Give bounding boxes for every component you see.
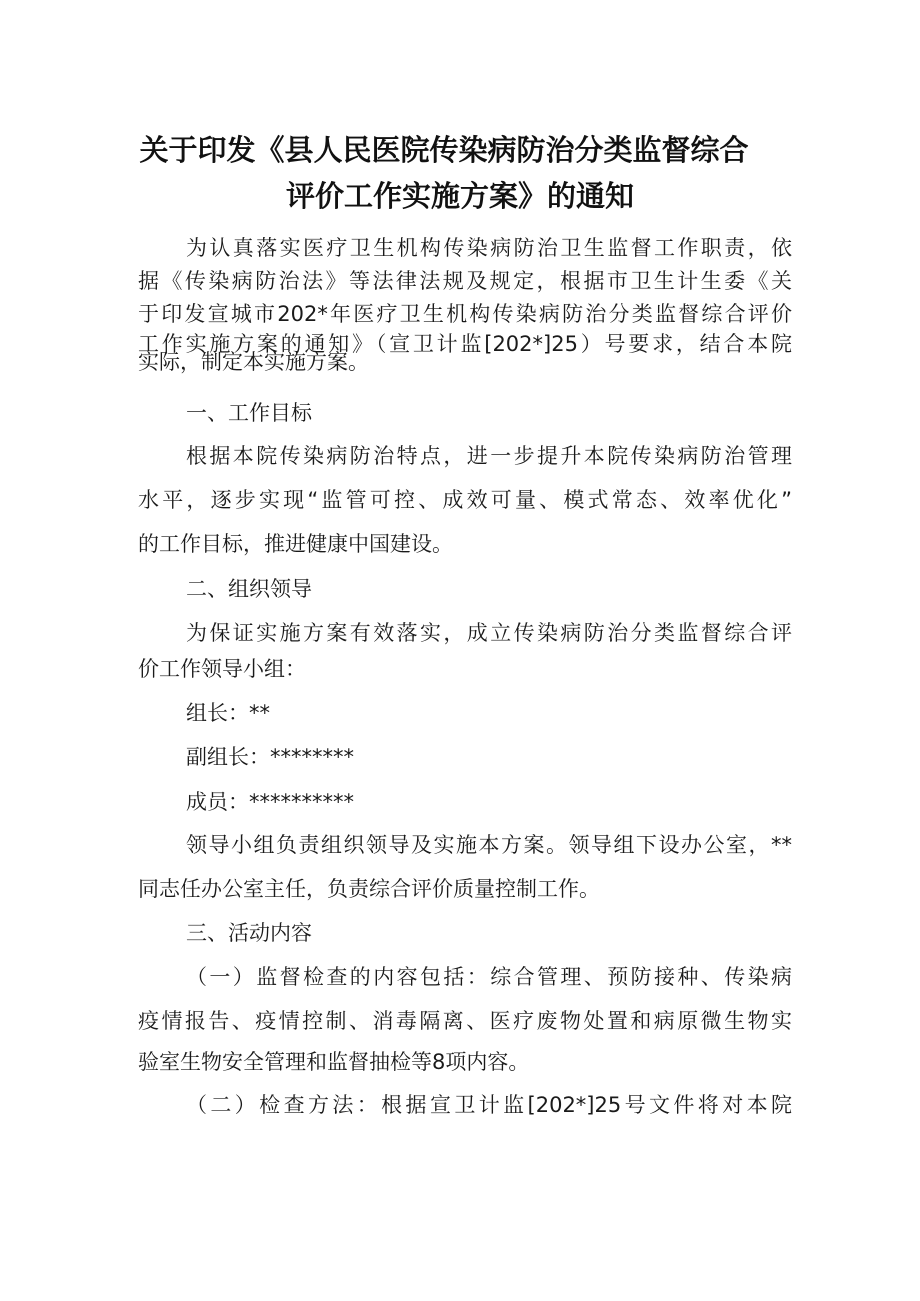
- body-line: 二、组织领导: [186, 577, 312, 601]
- body-line: 三、活动内容: [186, 921, 312, 945]
- body-line: 据《传染病防治法》等法律法规及规定，根据市卫生计生委《关: [138, 269, 792, 293]
- body-line: 于印发宣城市202*年医疗卫生机构传染病防治分类监督综合评价: [138, 302, 792, 326]
- body-line: 副组长：********: [186, 745, 354, 769]
- body-line: （二）检查方法：根据宣卫计监[202*]25号文件将对本院: [186, 1093, 792, 1117]
- body-line: 验室生物安全管理和监督抽检等8项内容。: [138, 1050, 530, 1074]
- body-line: （一）监督检查的内容包括：综合管理、预防接种、传染病: [186, 965, 792, 989]
- body-line: 组长：**: [186, 701, 270, 725]
- body-line: 一、工作目标: [186, 401, 312, 425]
- body-line: 的工作目标，推进健康中国建设。: [138, 532, 453, 556]
- document-title-line-2: 评价工作实施方案》的通知: [285, 179, 634, 213]
- body-line: 成员：**********: [186, 790, 354, 814]
- body-line: 同志任办公室主任，负责综合评价质量控制工作。: [138, 877, 600, 901]
- body-line: 为认真落实医疗卫生机构传染病防治卫生监督工作职责，依: [186, 236, 792, 260]
- body-line: 工作实施方案的通知》（宣卫计监[202*]25）号要求，结合本院: [138, 332, 792, 356]
- body-line: 为保证实施方案有效落实，成立传染病防治分类监督综合评: [186, 621, 792, 645]
- body-line: 实际，制定本实施方案。: [138, 350, 369, 374]
- body-line: 水平，逐步实现“监管可控、成效可量、模式常态、效率优化”: [138, 488, 792, 512]
- body-line: 疫情报告、疫情控制、消毒隔离、医疗废物处置和病原微生物实: [138, 1009, 792, 1033]
- body-line: 价工作领导小组：: [138, 657, 306, 681]
- body-line: 领导小组负责组织领导及实施本方案。领导组下设办公室，**: [186, 833, 792, 857]
- body-line: 根据本院传染病防治特点，进一步提升本院传染病防治管理: [186, 444, 792, 468]
- document-title-line-1: 关于印发《县人民医院传染病防治分类监督综合: [139, 133, 749, 167]
